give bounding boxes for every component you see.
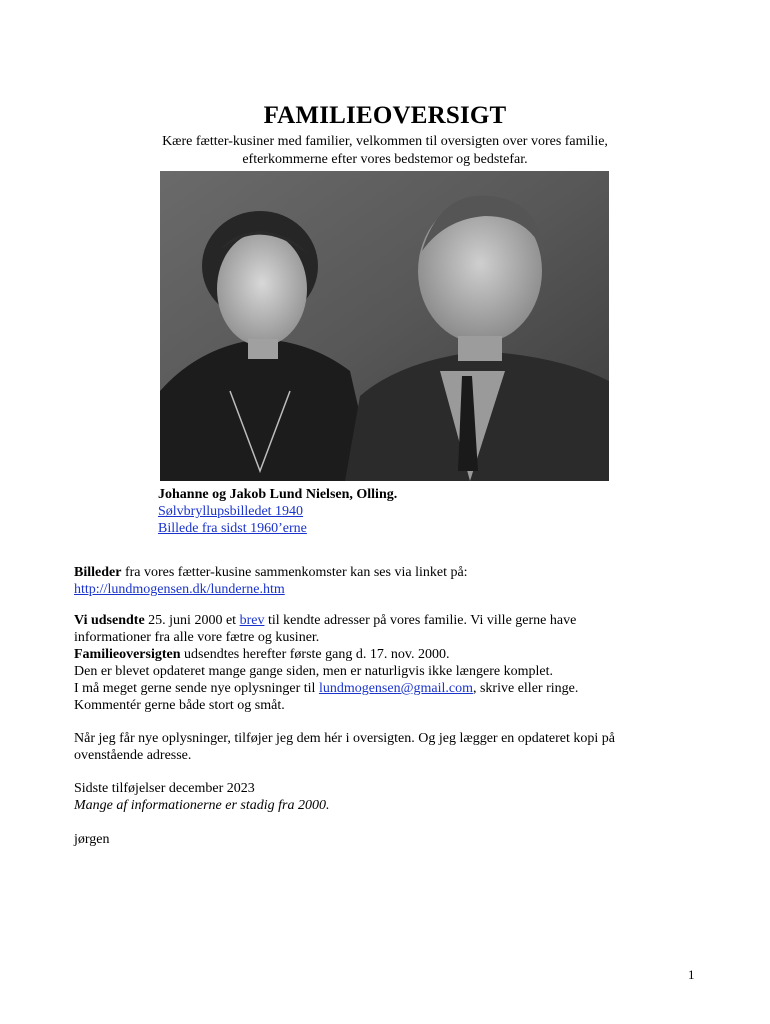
billeder-bold: Billeder xyxy=(74,565,122,580)
sidste-line-1: Sidste tilføjelser december 2023 xyxy=(74,781,255,796)
page-title: FAMILIEOVERSIGT xyxy=(263,102,507,129)
billeder-text: fra vores fætter-kusine sammenkomster kan ses via linket på: xyxy=(121,565,468,580)
sidste-line-2: Mange af informationerne er stadig fra 2000. xyxy=(74,798,330,813)
naar-line-2: ovenstående adresse. xyxy=(74,748,192,763)
brev-link[interactable]: brev xyxy=(239,613,265,628)
signature: jørgen xyxy=(74,832,110,847)
udsendte-text-2: til kendte adresser på vores familie. Vi ville gerne have xyxy=(264,613,577,628)
udsendte-line-6: Kommentér gerne både stort og småt. xyxy=(74,698,285,713)
portrait-photo xyxy=(160,171,609,481)
intro-text xyxy=(0,133,770,169)
udsendte-line-2: informationer fra alle vore fætre og kusiner. xyxy=(74,630,320,645)
lunderne-link[interactable]: http://lundmogensen.dk/lunderne.htm xyxy=(74,582,285,597)
silver-wedding-photo-link[interactable]: Sølvbryllupsbilledet 1940 xyxy=(158,504,304,519)
udsendte-line-5b: , skrive eller ringe. xyxy=(472,681,579,696)
udsendte-line-4: Den er blevet opdateret mange gange siden, men er naturligvis ikke længere komplet. xyxy=(74,664,553,679)
naar-paragraph xyxy=(74,730,704,764)
intro-line-2: efterkommerne efter vores bedstemor og bedstefar. xyxy=(242,152,528,167)
portrait-image xyxy=(160,171,609,481)
naar-line-1: Når jeg får nye oplysninger, tilføjer jeg dem hér i oversigten. Og jeg lægger en opdateret kopi på xyxy=(74,731,615,746)
caption-name: Johanne og Jakob Lund Nielsen, Olling. xyxy=(158,487,398,502)
udsendte-text-3: udsendtes herefter første gang d. 17. nov. 2000. xyxy=(180,647,450,662)
udsendte-line-5a: I må meget gerne sende nye oplysninger til xyxy=(74,681,319,696)
billeder-paragraph xyxy=(74,564,704,598)
udsendte-text-1: 25. juni 2000 et xyxy=(144,613,240,628)
sidste-paragraph xyxy=(74,780,704,814)
late-1960s-photo-link[interactable]: Billede fra sidst 1960’erne xyxy=(158,521,307,536)
email-link[interactable]: lundmogensen@gmail.com xyxy=(318,681,473,696)
familieoversigten-bold: Familieoversigten xyxy=(74,647,181,662)
page-number: 1 xyxy=(688,967,695,982)
intro-line-1: Kære fætter-kusiner med familier, velkommen til oversigten over vores familie, xyxy=(162,134,608,149)
udsendte-bold: Vi udsendte xyxy=(74,613,145,628)
photo-caption xyxy=(158,486,397,537)
udsendte-paragraph xyxy=(74,612,704,714)
